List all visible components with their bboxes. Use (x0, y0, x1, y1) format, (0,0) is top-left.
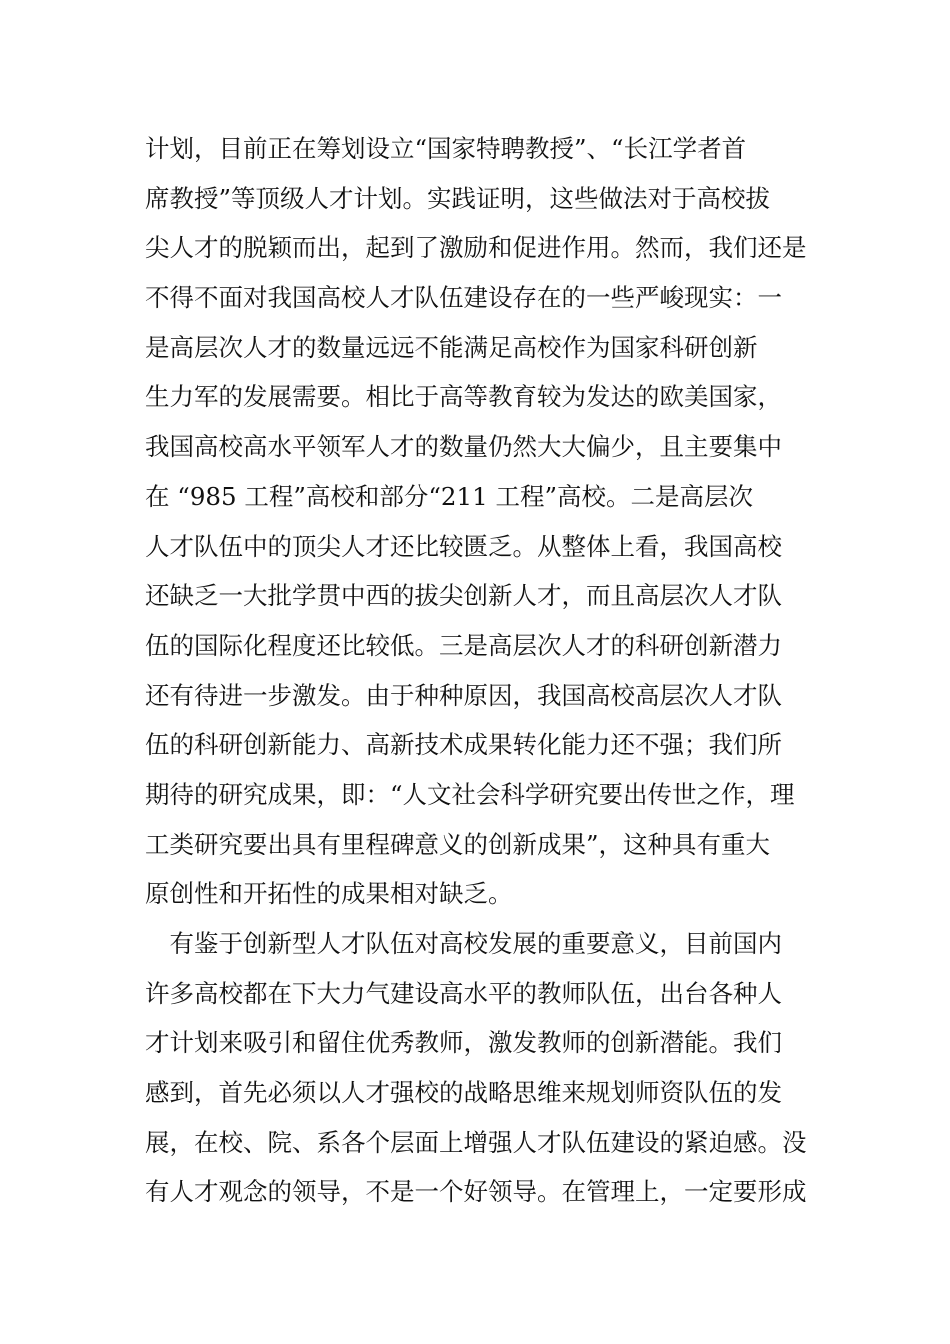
text-line: 席教授”等顶级人才计划。实践证明，这些做法对于高校拔 (145, 183, 771, 213)
text-line: 在 “985 工程”高校和部分“211 工程”高校。二是高层次 (145, 481, 753, 511)
text-line: 工类研究要出具有里程碑意义的创新成果”，这种具有重大 (145, 829, 771, 859)
text-line: 生力军的发展需要。相比于高等教育较为发达的欧美国家， (145, 382, 782, 412)
text-line: 是高层次人才的数量远远不能满足高校作为国家科研创新 (145, 332, 758, 362)
paragraph-1 (145, 124, 815, 919)
text-line: 展，在校、院、系各个层面上增强人才队伍建设的紧迫感。没 (145, 1127, 807, 1157)
text-line: 人才队伍中的顶尖人才还比较匮乏。从整体上看，我国高校 (145, 531, 782, 561)
text-line: 才计划来吸引和留住优秀教师，激发教师的创新潜能。我们 (145, 1028, 782, 1058)
text-line: 许多高校都在下大力气建设高水平的教师队伍，出台各种人 (145, 978, 782, 1008)
text-line: 期待的研究成果，即：“人文社会科学研究要出传世之作，理 (145, 779, 795, 809)
text-line: 我国高校高水平领军人才的数量仍然大大偏少，且主要集中 (145, 432, 782, 462)
text-line: 感到，首先必须以人才强校的战略思维来规划师资队伍的发 (145, 1078, 782, 1108)
text-line: 原创性和开拓性的成果相对缺乏。 (145, 879, 513, 909)
text-line: 还有待进一步激发。由于种种原因，我国高校高层次人才队 (145, 680, 782, 710)
text-line: 还缺乏一大批学贯中西的拔尖创新人才，而且高层次人才队 (145, 581, 782, 611)
paragraph-2 (145, 919, 815, 1217)
text-line: 有鉴于创新型人才队伍对高校发展的重要意义，目前国内 (145, 929, 782, 958)
text-line: 不得不面对我国高校人才队伍建设存在的一些严峻现实：一 (145, 283, 782, 313)
text-line: 伍的科研创新能力、高新技术成果转化能力还不强；我们所 (145, 730, 782, 760)
text-line: 尖人才的脱颖而出，起到了激励和促进作用。然而，我们还是 (145, 233, 807, 263)
text-line: 计划，目前正在筹划设立“国家特聘教授”、“长江学者首 (145, 134, 747, 163)
text-line: 有人才观念的领导，不是一个好领导。在管理上，一定要形成 (145, 1177, 807, 1207)
text-line: 伍的国际化程度还比较低。三是高层次人才的科研创新潜力 (145, 630, 782, 660)
